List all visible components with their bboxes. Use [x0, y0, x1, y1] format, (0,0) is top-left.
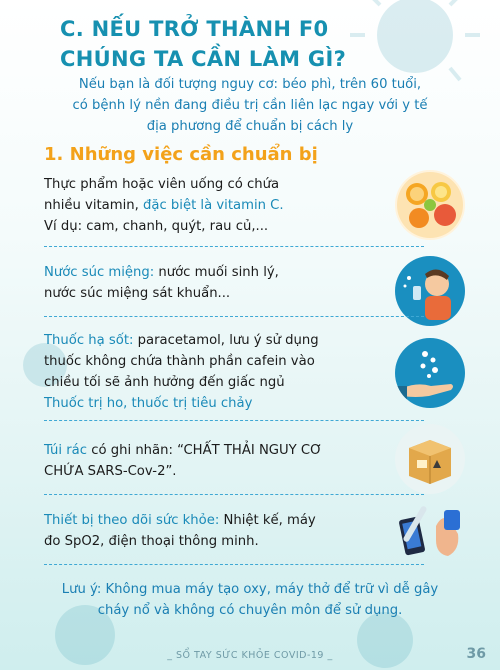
item-mouthwash-label: Nước súc miệng:	[44, 265, 155, 280]
item-devices-line-2: đo SpO2, điện thoại thông minh.	[44, 534, 259, 549]
intro-paragraph	[30, 74, 470, 137]
item-trash-line-2: CHỨA SARS-Cov-2”.	[44, 464, 177, 479]
item-fever-medicine	[44, 330, 384, 414]
item-mouthwash-line-1	[44, 262, 384, 283]
intro-line-3: địa phương để chuẩn bị cách ly	[146, 119, 354, 134]
fruit-icon	[395, 170, 465, 240]
title-line-2: CHÚNG TA CẦN LÀM GÌ?	[60, 47, 347, 71]
item-mouthwash-line-2: nước súc miệng sát khuẩn...	[44, 286, 231, 301]
divider	[44, 316, 424, 317]
item-food	[44, 174, 384, 237]
item-fever-line-1	[44, 330, 384, 351]
trash-box-icon	[395, 424, 465, 494]
section-title: 1. Những việc cần chuẩn bị	[44, 144, 318, 165]
title-line-1: C. NẾU TRỞ THÀNH F0	[60, 17, 329, 41]
item-food-line-2-text: nhiều vitamin,	[44, 198, 144, 213]
divider	[44, 564, 424, 565]
item-trash-label: Túi rác	[44, 443, 88, 458]
item-fever-text: paracetamol, lưu ý sử dụng	[133, 333, 319, 348]
note-paragraph	[30, 579, 470, 621]
intro-line-2: có bệnh lý nền đang điều trị cần liên lạc ngay với y tế	[72, 98, 428, 113]
item-devices-line-1	[44, 510, 384, 531]
divider	[44, 420, 424, 421]
divider	[44, 494, 424, 495]
page-title	[60, 14, 346, 74]
thermometer-phone-icon	[392, 500, 470, 562]
intro-line-1: Nếu bạn là đối tượng nguy cơ: béo phì, trên 60 tuổi,	[78, 77, 422, 92]
item-devices-text: Nhiệt kế, máy	[219, 513, 316, 528]
item-trash-line-1	[44, 440, 384, 461]
note-line-2: cháy nổ và không có chuyên môn để sử dụng.	[97, 603, 403, 618]
note-line-1: Lưu ý: Không mua máy tạo oxy, máy thở để trữ vì dễ gây	[61, 582, 439, 597]
item-fever-line-2: thuốc không chứa thành phần cafein vào	[44, 354, 315, 369]
item-fever-line-3: chiều tối sẽ ảnh hưởng đến giấc ngủ	[44, 375, 285, 390]
item-food-line-1: Thực phẩm hoặc viên uống có chứa	[44, 177, 280, 192]
item-devices-label: Thiết bị theo dõi sức khỏe:	[44, 513, 220, 528]
item-trash-text: có ghi nhãn: “CHẤT THẢI NGUY CƠ	[87, 443, 323, 458]
item-food-line-2	[44, 195, 384, 216]
item-mouthwash	[44, 262, 384, 304]
item-food-line-3: Ví dụ: cam, chanh, quýt, rau củ,...	[44, 219, 269, 234]
divider	[44, 246, 424, 247]
item-health-devices	[44, 510, 384, 552]
page-number: 36	[466, 646, 486, 662]
item-food-vitamin-c: đặc biệt là vitamin C.	[143, 198, 284, 213]
item-cough-medicine: Thuốc trị ho, thuốc trị tiêu chảy	[44, 396, 253, 411]
item-mouthwash-text: nước muối sinh lý,	[154, 265, 279, 280]
footer-booklet-title: _ SỔ TAY SỨC KHỎE COVID-19 _	[167, 650, 333, 661]
item-fever-label: Thuốc hạ sốt:	[44, 333, 134, 348]
item-trash-bag	[44, 440, 384, 482]
pills-hand-icon	[395, 338, 465, 408]
